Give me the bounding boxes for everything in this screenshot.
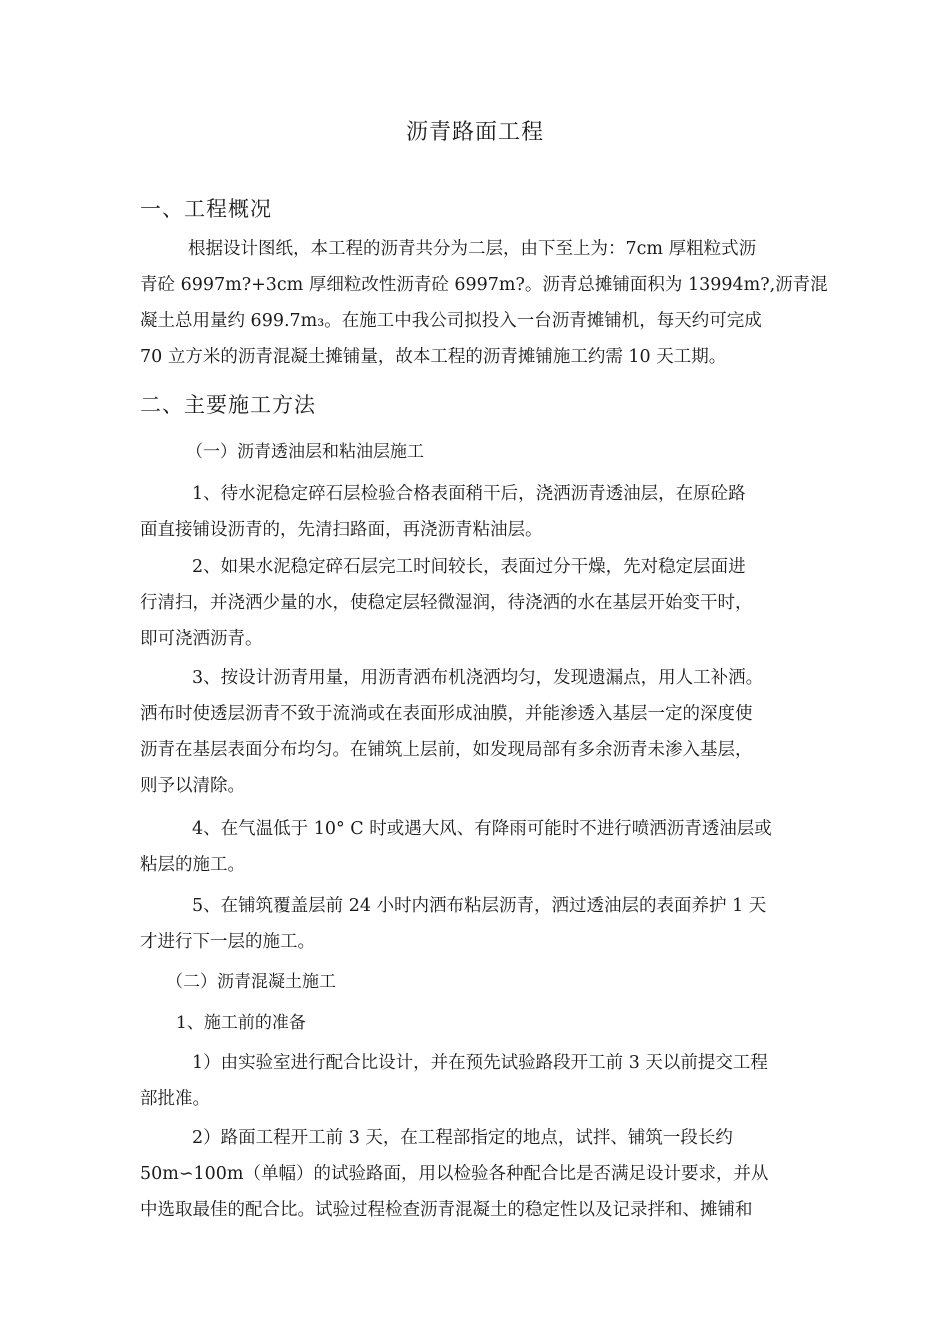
paragraph-line: 沥青在基层表面分布均匀。在铺筑上层前，如发现局部有多余沥青未渗入基层，: [140, 740, 753, 760]
sub2-heading: （二）沥青混凝土施工: [166, 972, 336, 992]
paragraph-line: 即可浇洒沥青。: [140, 629, 263, 649]
sub1-heading: （一）沥青透油层和粘油层施工: [186, 442, 424, 462]
paragraph-line: 青砼 6997m?+3cm 厚细粒改性沥青砼 6997m?。沥青总摊铺面积为 13994m?,沥青混: [140, 275, 828, 295]
paragraph-line: 行清扫，并浇洒少量的水，使稳定层轻微湿润，待浇洒的水在基层开始变干时，: [140, 593, 753, 613]
paragraph-line: 根据设计图纸，本工程的沥青共分为二层，由下至上为：7cm 厚粗粒式沥: [188, 239, 757, 259]
paragraph-line: 3、按设计沥青用量，用沥青洒布机浇洒均匀，发现遗漏点，用人工补洒。: [192, 668, 764, 688]
sub1-item-2: [140, 549, 820, 657]
paragraph-line: 中选取最佳的配合比。试验过程检查沥青混凝土的稳定性以及记录拌和、摊铺和: [140, 1200, 753, 1220]
document-title: 沥青路面工程: [405, 120, 544, 145]
paragraph-line: 面直接铺设沥青的，先清扫路面，再浇沥青粘油层。: [140, 520, 543, 540]
sub1-item-3: [140, 660, 820, 804]
sub1-item-4: [140, 811, 820, 883]
paragraph-line: 70 立方米的沥青混凝土摊铺量，故本工程的沥青摊铺施工约需 10 天工期。: [140, 347, 727, 367]
paragraph-line: 2）路面工程开工前 3 天，在工程部指定的地点，试拌、铺筑一段长约: [192, 1128, 733, 1148]
sub1-item-1: [140, 476, 820, 548]
section1-paragraph: [140, 231, 828, 375]
paragraph-line: 则予以清除。: [140, 776, 245, 796]
paragraph-line: 1）由实验室进行配合比设计，并在预先试验路段开工前 3 天以前提交工程: [192, 1053, 768, 1073]
sub2-item-2: [140, 1120, 820, 1228]
paragraph-line: 粘层的施工。: [140, 855, 245, 875]
paragraph-line: 才进行下一层的施工。: [140, 932, 315, 952]
section1-heading: 一、工程概况: [140, 197, 272, 221]
sub2-step1-heading: 1、施工前的准备: [176, 1013, 306, 1033]
paragraph-line: 1、待水泥稳定碎石层检验合格表面稍干后，浇洒沥青透油层，在原砼路: [192, 484, 746, 504]
paragraph-line: 5、在铺筑覆盖层前 24 小时内洒布粘层沥青，洒过透油层的表面养护 1 天: [192, 896, 767, 916]
section2-heading: 二、主要施工方法: [140, 393, 316, 417]
sub2-item-1: [140, 1045, 820, 1117]
paragraph-line: 4、在气温低于 10° C 时或遇大风、有降雨可能时不进行喷洒沥青透油层或: [192, 819, 772, 839]
paragraph-line: 部批准。: [140, 1089, 210, 1109]
sub1-item-5: [140, 888, 820, 960]
paragraph-line: 洒布时使透层沥青不致于流淌或在表面形成油膜，并能渗透入基层一定的深度使: [140, 704, 753, 724]
paragraph-line: 2、如果水泥稳定碎石层完工时间较长，表面过分干燥，先对稳定层面进: [192, 557, 746, 577]
paragraph-line: 50m∽100m（单幅）的试验路面，用以检验各种配合比是否满足设计要求，并从: [140, 1164, 769, 1184]
paragraph-line: 凝土总用量约 699.7m₃。在施工中我公司拟投入一台沥青摊铺机，每天约可完成: [140, 311, 762, 331]
